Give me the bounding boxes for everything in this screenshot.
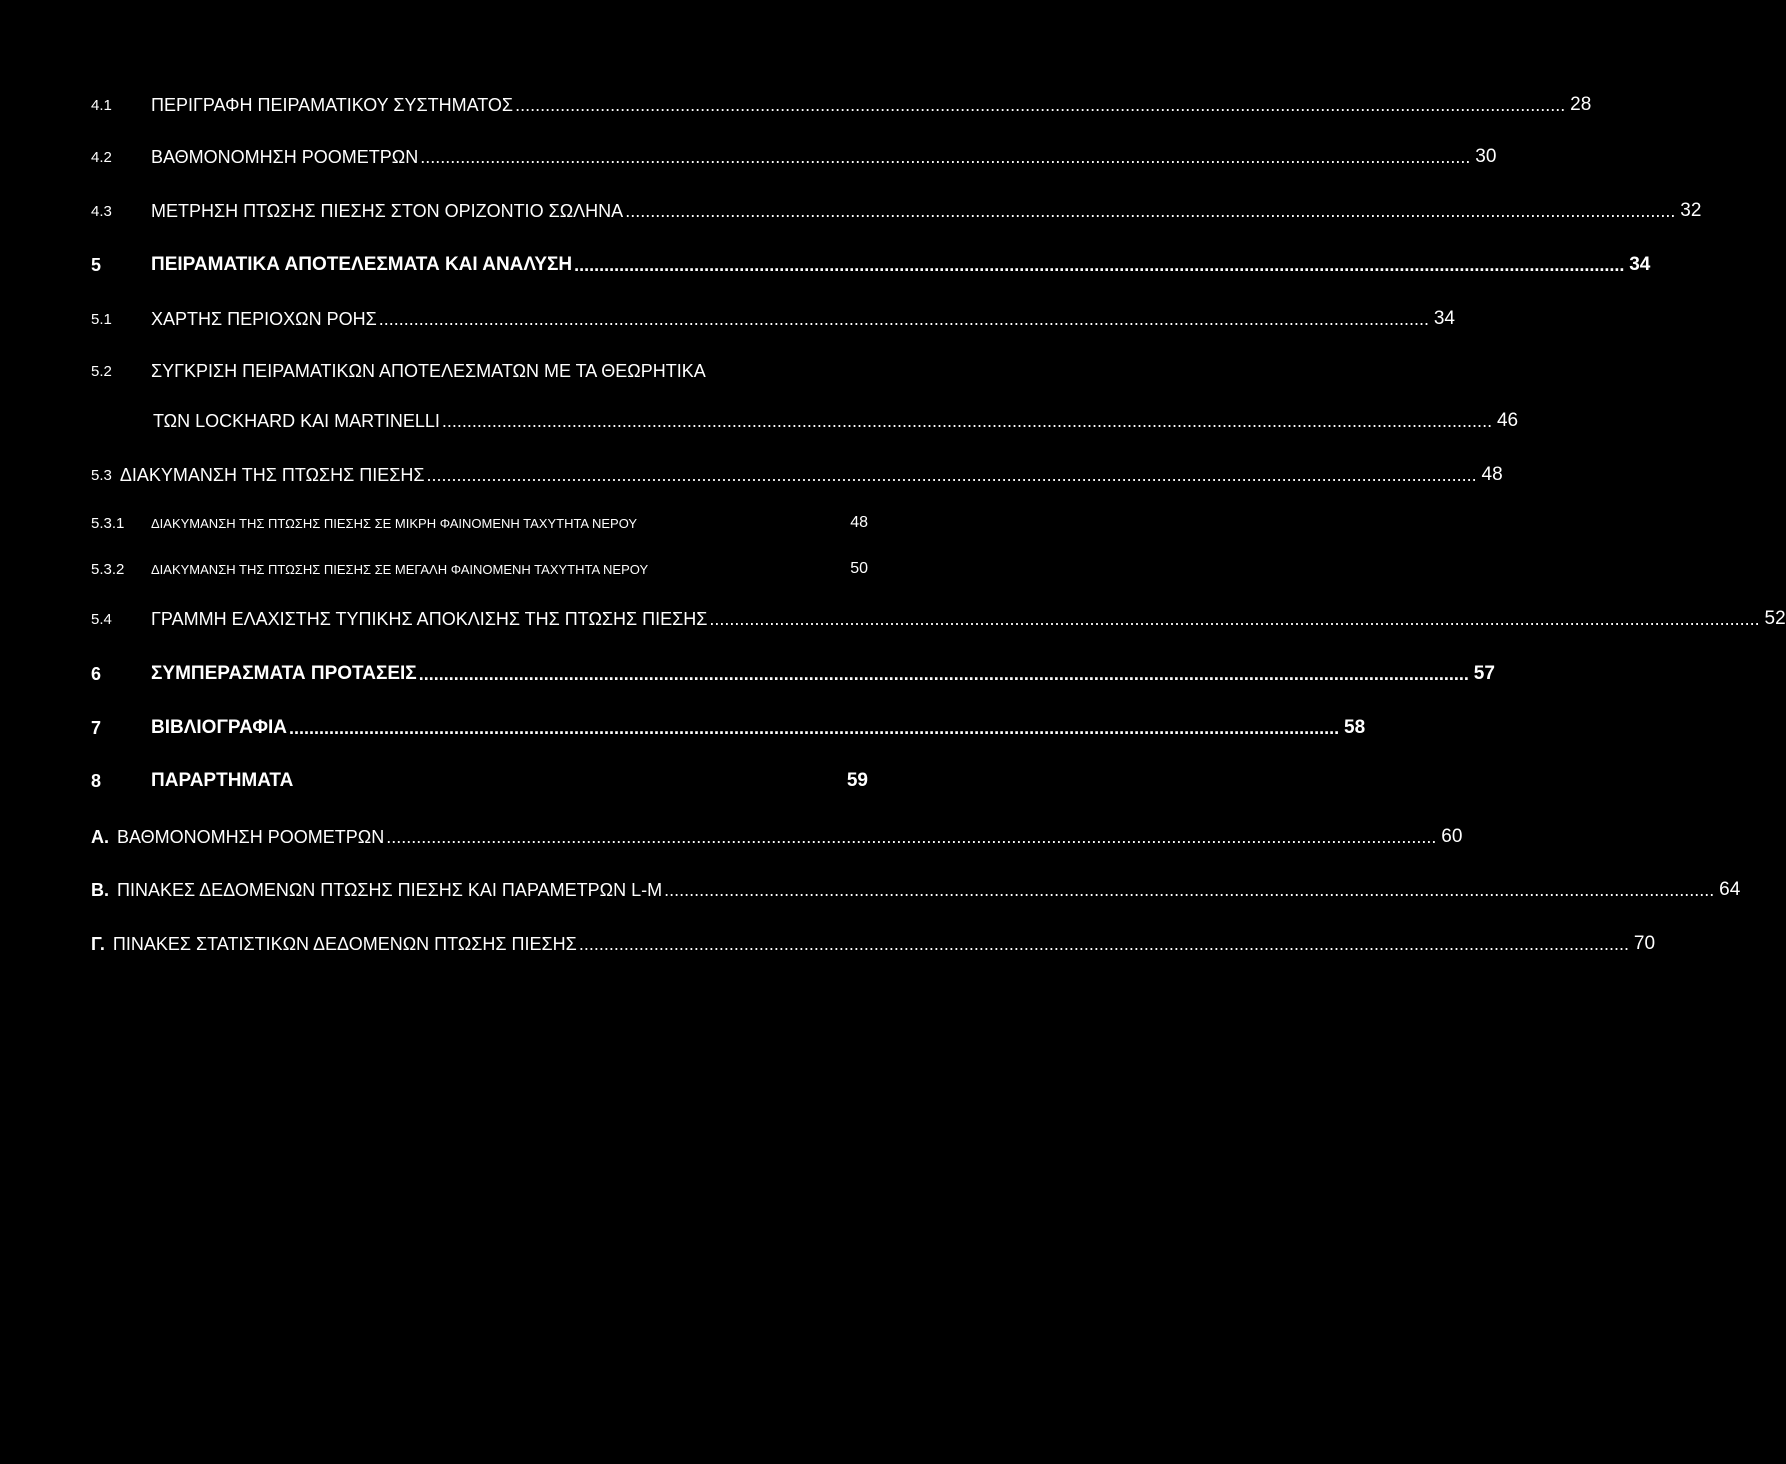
entry-title: ΠΕΡΙΓΡΑΦΗ ΠΕΙΡΑΜΑΤΙΚΟΥ ΣΥΣΤΗΜΑΤΟΣ xyxy=(151,94,514,115)
entry-page: 60 xyxy=(1441,826,1463,847)
toc-entry-6[interactable] xyxy=(91,658,1495,690)
entry-number: 5.3.2 xyxy=(91,560,125,578)
entry-number: Α. xyxy=(91,826,109,847)
leader-dots: .................................................................................................................................................................................................................. xyxy=(709,608,1760,629)
toc-entry-5-3-2[interactable] xyxy=(91,553,868,585)
entry-page: 52 xyxy=(1764,608,1786,629)
entry-title: ΠΙΝΑΚΕΣ ΔΕΔΟΜΕΝΩΝ ΠΤΩΣΗΣ ΠΙΕΣΗΣ ΚΑΙ ΠΑΡΑΜΕΤΡΩΝ L-M xyxy=(117,879,663,900)
entry-title: ΣΥΓΚΡΙΣΗ ΠΕΙΡΑΜΑΤΙΚΩΝ ΑΠΟΤΕΛΕΣΜΑΤΩΝ ΜΕ ΤΑ ΘΕΩΡΗΤΙΚΑ xyxy=(151,360,706,381)
entry-number: Β. xyxy=(91,879,109,900)
entry-number: 5.3 xyxy=(91,466,112,484)
entry-page: 32 xyxy=(1680,200,1702,221)
leader-dots: .................................................................................................................................................................................................................. xyxy=(386,826,1437,847)
entry-title: ΔΙΑΚΥΜΑΝΣΗ ΤΗΣ ΠΤΩΣΗΣ ΠΙΕΣΗΣ xyxy=(119,464,425,485)
toc-entry-5-1[interactable] xyxy=(91,303,1455,335)
entry-number: 4.1 xyxy=(91,96,112,114)
toc-appendix-c[interactable] xyxy=(91,928,1656,960)
leader-dots: .................................................................................................................................................................................................................. xyxy=(418,663,1469,684)
entry-title: ΔΙΑΚΥΜΑΝΣΗ ΤΗΣ ΠΤΩΣΗΣ ΠΙΕΣΗΣ ΣΕ ΜΙΚΡΗ ΦΑΙΝΟΜΕΝΗ ΤΑΧΥΤΗΤΑ ΝΕΡΟΥ xyxy=(151,515,638,531)
toc-entry-5-2[interactable] xyxy=(91,355,868,387)
leader-dots: .................................................................................................................................................................................................................. xyxy=(426,464,1477,485)
entry-page: 50 xyxy=(850,560,868,577)
toc-appendix-a[interactable] xyxy=(91,821,1463,853)
toc-entry-7[interactable] xyxy=(91,712,1366,744)
entry-title: ΧΑΡΤΗΣ ΠΕΡΙΟΧΩΝ ΡΟΗΣ xyxy=(151,308,377,329)
entry-title: ΒΙΒΛΙΟΓΡΑΦΙΑ xyxy=(151,717,287,738)
toc-entry-4-3[interactable] xyxy=(91,195,1702,227)
entry-number: Γ. xyxy=(91,933,105,954)
entry-page: 46 xyxy=(1496,410,1519,431)
toc-appendix-b[interactable] xyxy=(91,874,1741,906)
entry-number: 5.1 xyxy=(91,310,112,328)
entry-title: ΠΕΙΡΑΜΑΤΙΚΑ ΑΠΟΤΕΛΕΣΜΑΤΑ ΚΑΙ ΑΝΑΛΥΣΗ xyxy=(151,254,573,275)
leader-dots: .................................................................................................................................................................................................................. xyxy=(578,933,1630,954)
toc-entry-5-3[interactable] xyxy=(91,459,1503,491)
leader-dots: .................................................................................................................................................................................................................. xyxy=(378,308,1429,329)
toc-entry-8[interactable] xyxy=(91,765,868,797)
leader-dots: .................................................................................................................................................................................................................. xyxy=(420,146,1471,167)
entry-page: 48 xyxy=(850,514,868,531)
entry-page: 70 xyxy=(1633,933,1656,954)
entry-page: 58 xyxy=(1344,717,1366,738)
entry-page: 30 xyxy=(1475,146,1497,167)
entry-title: ΒΑΘΜΟΝΟΜΗΣΗ ΡΟΟΜΕΤΡΩΝ xyxy=(151,146,419,167)
entry-page: 34 xyxy=(1629,254,1651,275)
entry-number: 7 xyxy=(91,717,102,738)
leader-dots: .................................................................................................................................................................................................................. xyxy=(664,879,1715,900)
entry-title: ΠΙΝΑΚΕΣ ΣΤΑΤΙΣΤΙΚΩΝ ΔΕΔΟΜΕΝΩΝ ΠΤΩΣΗΣ ΠΙΕΣΗΣ xyxy=(112,933,577,954)
entry-page: 48 xyxy=(1481,464,1503,485)
entry-number: 4.3 xyxy=(91,202,112,220)
leader-dots: .................................................................................................................................................................................................................. xyxy=(515,94,1566,115)
leader-dots: .................................................................................................................................................................................................................. xyxy=(288,717,1340,738)
entry-page: 64 xyxy=(1719,879,1741,900)
entry-title: ΤΩΝ LOCKHARD ΚΑΙ MARTINELLI xyxy=(153,410,440,431)
leader-dots: .................................................................................................................................................................................................................. xyxy=(574,254,1625,275)
leader-dots: .................................................................................................................................................................................................................. xyxy=(625,200,1676,221)
entry-title: ΣΥΜΠΕΡΑΣΜΑΤΑ ΠΡΟΤΑΣΕΙΣ xyxy=(151,663,417,684)
entry-title: ΠΑΡΑΡΤΗΜΑΤΑ xyxy=(151,770,294,791)
entry-number: 5 xyxy=(91,254,102,275)
entry-title: ΓΡΑΜΜΗ ΕΛΑΧΙΣΤΗΣ ΤΥΠΙΚΗΣ ΑΠΟΚΛΙΣΗΣ ΤΗΣ ΠΤΩΣΗΣ ΠΙΕΣΗΣ xyxy=(151,608,708,629)
toc-entry-5-2-continued[interactable] xyxy=(153,405,1519,437)
toc-entry-5-4[interactable] xyxy=(91,603,1786,635)
entry-number: 5.2 xyxy=(91,362,112,380)
toc-entry-5-3-1[interactable] xyxy=(91,507,868,539)
toc-entry-4-1[interactable] xyxy=(91,89,1592,121)
entry-page: 59 xyxy=(846,770,868,791)
entry-number: 5.3.1 xyxy=(91,514,125,532)
entry-number: 8 xyxy=(91,770,102,791)
entry-page: 28 xyxy=(1570,94,1592,115)
entry-title: ΔΙΑΚΥΜΑΝΣΗ ΤΗΣ ΠΤΩΣΗΣ ΠΙΕΣΗΣ ΣΕ ΜΕΓΑΛΗ ΦΑΙΝΟΜΕΝΗ ΤΑΧΥΤΗΤΑ ΝΕΡΟΥ xyxy=(151,561,649,577)
entry-title: ΜΕΤΡΗΣΗ ΠΤΩΣΗΣ ΠΙΕΣΗΣ ΣΤΟΝ ΟΡΙΖΟΝΤΙΟ ΣΩΛΗΝΑ xyxy=(151,200,624,221)
entry-page: 34 xyxy=(1433,308,1455,329)
entry-number: 6 xyxy=(91,663,102,684)
entry-page: 57 xyxy=(1473,663,1495,684)
entry-title: ΒΑΘΜΟΝΟΜΗΣΗ ΡΟΟΜΕΤΡΩΝ xyxy=(117,826,385,847)
entry-number: 5.4 xyxy=(91,610,112,628)
leader-dots: .................................................................................................................................................................................................................. xyxy=(441,410,1493,431)
toc-entry-5[interactable] xyxy=(91,249,1651,281)
toc-entry-4-2[interactable] xyxy=(91,141,1497,173)
entry-number: 4.2 xyxy=(91,148,112,166)
